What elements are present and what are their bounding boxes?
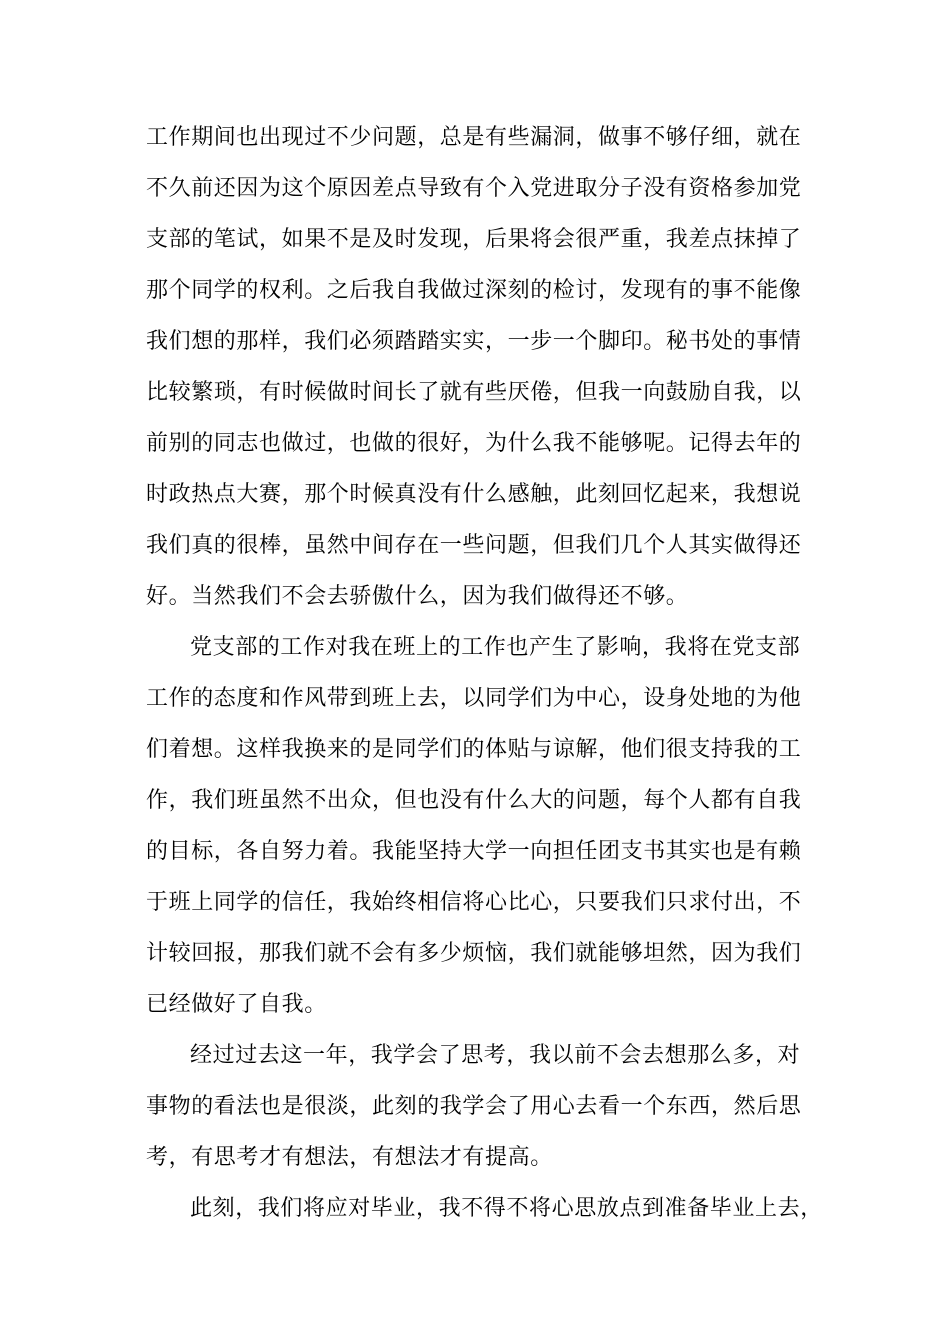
text-line: 时政热点大赛，那个时候真没有什么感触，此刻回忆起来，我想说 <box>146 482 802 507</box>
text-line: 于班上同学的信任，我始终相信将心比心，只要我们只求付出，不 <box>146 890 802 915</box>
text-line: 考，有思考才有想法，有想法才有提高。 <box>146 1145 553 1170</box>
text-line: 工作期间也出现过不少问题，总是有些漏洞，做事不够仔细，就在 <box>146 125 802 150</box>
text-line: 们着想。这样我换来的是同学们的体贴与谅解，他们很支持我的工 <box>146 737 802 762</box>
text-line: 工作的态度和作风带到班上去，以同学们为中心，设身处地的为他 <box>146 686 802 711</box>
text-line: 支部的笔试，如果不是及时发现，后果将会很严重，我差点抹掉了 <box>146 227 802 252</box>
text-line: 经过过去这一年，我学会了思考，我以前不会去想那么多，对 <box>190 1043 801 1068</box>
text-line: 我们真的很棒，虽然中间存在一些问题，但我们几个人其实做得还 <box>146 533 802 558</box>
text-line: 那个同学的权利。之后我自我做过深刻的检讨，发现有的事不能像 <box>146 278 802 303</box>
text-line: 前别的同志也做过，也做的很好，为什么我不能够呢。记得去年的 <box>146 431 802 456</box>
text-line: 的目标，各自努力着。我能坚持大学一向担任团支书其实也是有赖 <box>146 839 802 864</box>
text-line: 已经做好了自我。 <box>146 992 327 1017</box>
body-text <box>146 112 826 1234</box>
text-line: 我们想的那样，我们必须踏踏实实，一步一个脚印。秘书处的事情 <box>146 329 802 354</box>
text-line: 事物的看法也是很淡，此刻的我学会了用心去看一个东西，然后思 <box>146 1094 802 1119</box>
text-line: 好。当然我们不会去骄傲什么，因为我们做得还不够。 <box>146 584 689 609</box>
text-line: 党支部的工作对我在班上的工作也产生了影响，我将在党支部 <box>190 635 801 660</box>
text-line: 计较回报，那我们就不会有多少烦恼，我们就能够坦然，因为我们 <box>146 941 802 966</box>
text-line: 不久前还因为这个原因差点导致有个入党进取分子没有资格参加党 <box>146 176 802 201</box>
text-line: 比较繁琐，有时候做时间长了就有些厌倦，但我一向鼓励自我，以 <box>146 380 802 405</box>
text-line: 此刻，我们将应对毕业，我不得不将心思放点到准备毕业上去， <box>190 1196 823 1221</box>
text-line: 作，我们班虽然不出众，但也没有什么大的问题，每个人都有自我 <box>146 788 802 813</box>
